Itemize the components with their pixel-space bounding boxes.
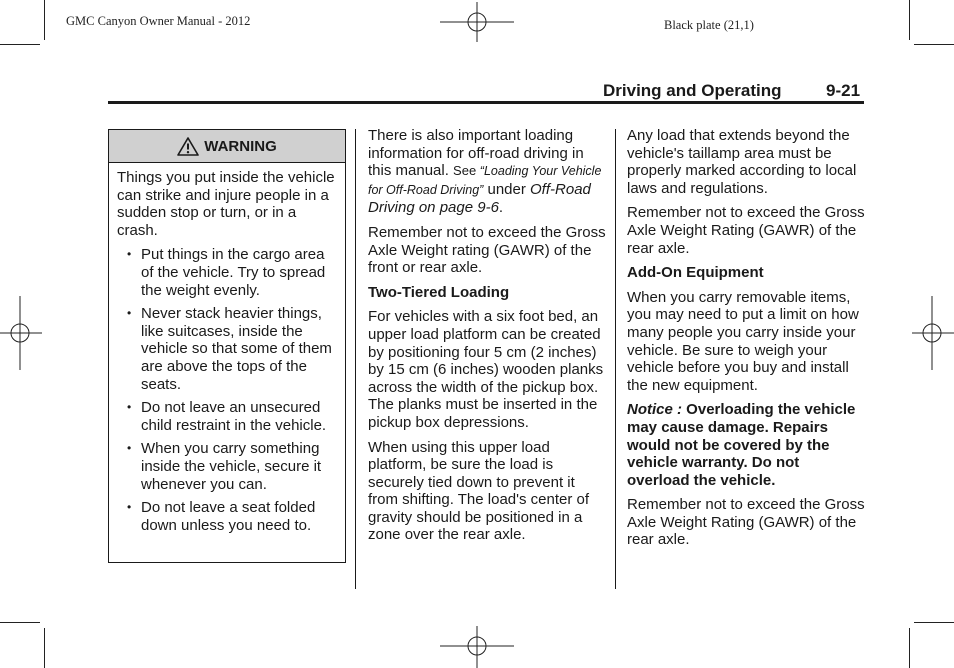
warning-bullet: • Never stack heavier things, like suitcases, inside the vehicle so that some of them are above the tops of the seats. xyxy=(117,305,337,393)
text: There is also important loading information for off-road driving in this manual. xyxy=(368,127,584,180)
notice-paragraph xyxy=(627,401,865,489)
crop-mark xyxy=(914,622,954,623)
paragraph-gawr-rear: Remember not to exceed the Gross Axle Weight Rating (GAWR) of the rear axle. xyxy=(627,204,865,257)
manual-title: GMC Canyon Owner Manual - 2012 xyxy=(66,14,251,28)
paragraph-removable: When you carry removable items, you may need to put a limit on how many people you carry inside your vehicle. Be sure to weigh your vehicle before you buy and install the new equipment. xyxy=(627,288,859,394)
crop-mark xyxy=(0,622,40,623)
warning-bullet: • Do not leave an unsecured child restraint in the vehicle. xyxy=(117,399,337,434)
crop-mark xyxy=(44,0,45,40)
plate-label: Black plate (21,1) xyxy=(664,18,754,32)
warning-list xyxy=(117,246,337,534)
page-reference-link[interactable]: Off-Road Driving on page 9-6 xyxy=(368,180,591,217)
warning-bullet: • Do not leave a seat folded down unless you need to. xyxy=(117,499,337,534)
crop-mark xyxy=(909,0,910,40)
paragraph-gawr: Remember not to exceed the Gross Axle Weight rating (GAWR) of the front or rear axle. xyxy=(368,223,606,277)
crop-mark xyxy=(914,44,954,45)
cross-reference-link[interactable]: “Loading Your Vehicle for Off-Road Driving” xyxy=(368,164,602,197)
warning-bullet: • Put things in the cargo area of the vehicle. Try to spread the weight evenly. xyxy=(117,246,337,299)
paragraph-offroad-info xyxy=(368,127,608,217)
warning-triangle-icon xyxy=(177,137,199,156)
paragraph-platform: For vehicles with a six foot bed, an upper load platform can be created by positioning four 5 cm (2 inches) by 15 cm (6 inches) wooden planks across the width of the pickup box. The planks must be inserted in the pickup box depressions. xyxy=(368,308,604,431)
warning-bullet: • When you carry something inside the vehicle, secure it whenever you can. xyxy=(117,440,337,493)
warning-box xyxy=(108,129,346,563)
crosshair-registration-mark-icon xyxy=(440,2,514,42)
text: under xyxy=(483,180,531,198)
notice-text: Overloading the vehicle may cause damage. Repairs would not be covered by the vehicle warranty. Do not overload the vehicle. xyxy=(627,401,856,489)
column-divider xyxy=(615,129,616,589)
crosshair-registration-mark-icon xyxy=(912,296,954,370)
page-number: 9-21 xyxy=(826,81,861,100)
column-divider xyxy=(355,129,356,589)
crosshair-registration-mark-icon xyxy=(440,626,514,668)
crop-mark xyxy=(0,44,40,45)
heading-add-on-equipment: Add-On Equipment xyxy=(627,264,764,282)
paragraph-platform-load: When using this upper load platform, be sure the load is securely tied down to prevent it from shifting. The load's center of gravity should be positioned in a zone over the rear axle. xyxy=(368,438,590,544)
heading-two-tiered-loading: Two-Tiered Loading xyxy=(368,283,510,301)
column-right xyxy=(627,127,865,556)
column-middle xyxy=(368,127,608,551)
text: . xyxy=(498,199,504,217)
text: See xyxy=(453,163,480,179)
crop-mark xyxy=(44,628,45,668)
paragraph-extends: Any load that extends beyond the vehicle's taillamp area must be properly marked according to local laws and regulations. xyxy=(627,127,857,197)
header-rule xyxy=(108,101,864,104)
section-title: Driving and Operating xyxy=(603,81,782,100)
warning-body xyxy=(109,163,345,534)
crosshair-registration-mark-icon xyxy=(0,296,42,370)
crop-mark xyxy=(909,628,910,668)
warning-title: WARNING xyxy=(204,137,277,155)
paragraph-gawr-rear-2: Remember not to exceed the Gross Axle Weight Rating (GAWR) of the rear axle. xyxy=(627,496,865,549)
warning-header xyxy=(109,130,345,163)
warning-intro: Things you put inside the vehicle can strike and injure people in a sudden stop or turn, or in a crash. xyxy=(117,169,335,239)
notice-label: Notice : xyxy=(627,401,683,419)
